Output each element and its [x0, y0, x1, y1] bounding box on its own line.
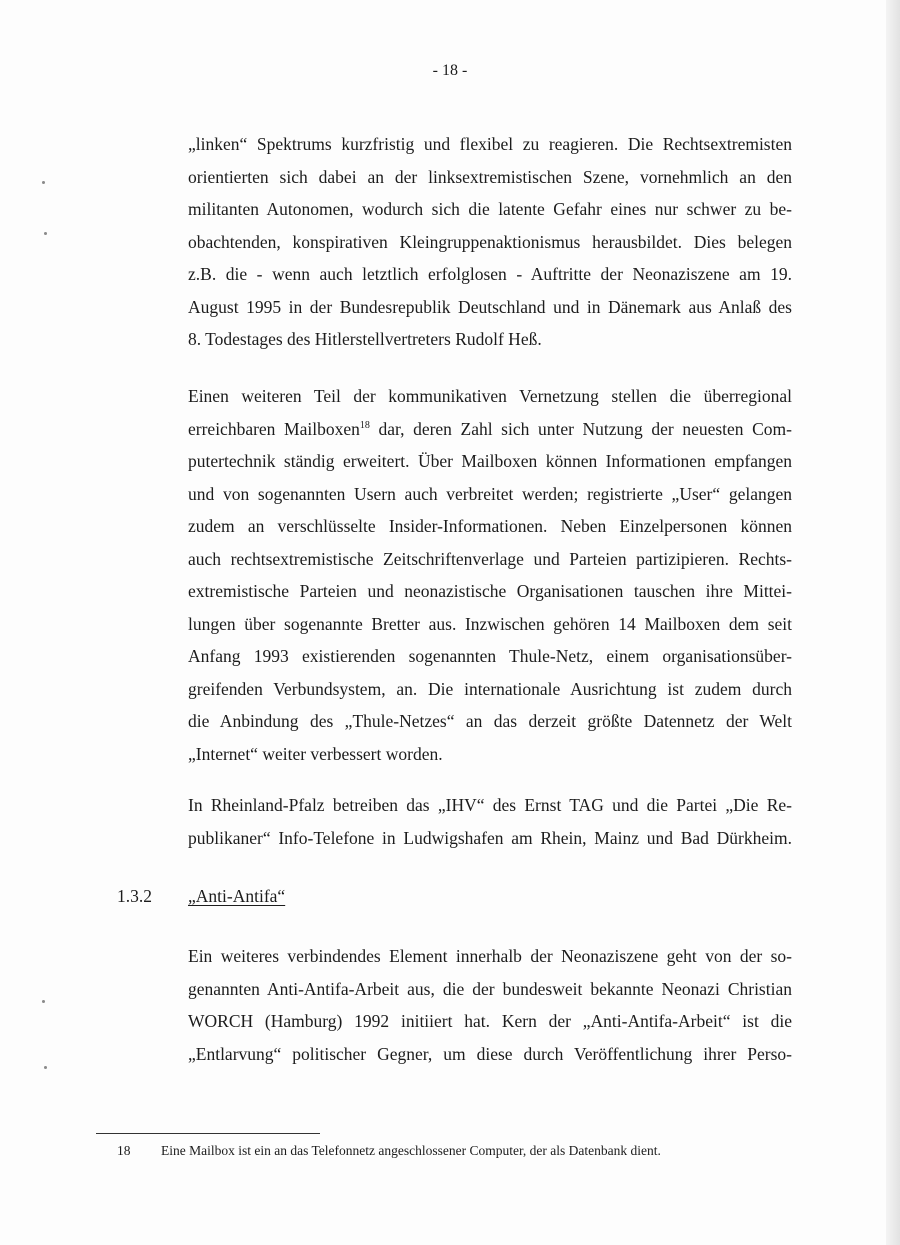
scan-speck	[44, 232, 47, 235]
scan-speck	[42, 181, 45, 184]
paragraph-3	[188, 789, 792, 854]
scan-speck	[42, 1000, 45, 1003]
text-line: „Entlarvung“ politischer Gegner, um diese durch Veröffentlichung ihrer Perso-	[188, 1043, 792, 1064]
text-line: zudem an verschlüsselte Insider-Informationen. Neben Einzelpersonen können	[188, 516, 792, 536]
text-line: auch rechtsextremistische Zeitschriftenverlage und Parteien partizipieren. Rechts-	[188, 548, 792, 569]
text-line: die Anbindung des „Thule-Netzes“ an das derzeit größte Datennetz der Welt	[188, 711, 792, 731]
text-line: „linken“ Spektrums kurzfristig und flexibel zu reagieren. Die Rechtsextremisten	[188, 134, 792, 154]
text-line: z.B. die - wenn auch letztlich erfolglosen - Auftritte der Neonaziszene am 19.	[188, 264, 792, 284]
section-title: „Anti-Antifa“	[188, 886, 286, 906]
text-line: orientierten sich dabei an der linksextremistischen Szene, vornehmlich an den	[188, 166, 792, 187]
paragraph-1	[188, 128, 792, 356]
text-line: 8. Todestages des Hitlerstellvertreters Rudolf Heß.	[188, 329, 542, 349]
section-number: 1.3.2	[117, 886, 152, 906]
footnote-reference[interactable]: 18	[359, 419, 370, 431]
text-line: Anfang 1993 existierenden sogenannten Thule-Netz, einem organisationsüber-	[188, 646, 792, 666]
text-line: In Rheinland-Pfalz betreiben das „IHV“ des Ernst TAG und die Partei „Die Re-	[188, 795, 792, 815]
text-line: Einen weiteren Teil der kommunikativen Vernetzung stellen die überregional	[188, 386, 792, 406]
paragraph-2	[188, 380, 792, 770]
text-line: genannten Anti-Antifa-Arbeit aus, die der bundesweit bekannte Neonazi Christian	[188, 978, 792, 999]
text-line-with-footnote-ref	[188, 413, 792, 446]
footnote-separator	[96, 1133, 320, 1134]
text-line: obachtenden, konspirativen Kleingruppenaktionismus herausbildet. Dies belegen	[188, 231, 792, 252]
text-line: extremistische Parteien und neonazistische Organisationen tauschen ihre Mittei-	[188, 581, 792, 601]
text-line: putertechnik ständig erweitert. Über Mailboxen können Informationen empfangen	[188, 451, 792, 471]
footnote	[117, 1143, 661, 1159]
page-number: - 18 -	[432, 62, 468, 79]
text-line: „Internet“ weiter verbessert worden.	[188, 743, 443, 764]
text-line: lungen über sogenannte Bretter aus. Inzwischen gehören 14 Mailboxen dem seit	[188, 613, 792, 634]
text-fragment: dar, deren Zahl sich unter Nutzung der neuesten Com-	[369, 418, 792, 439]
text-line: greifenden Verbundsystem, an. Die internationale Ausrichtung ist zudem durch	[188, 678, 792, 699]
text-line: und von sogenannten Usern auch verbreitet werden; registrierte „User“ gelangen	[188, 483, 792, 504]
scan-speck	[44, 1066, 47, 1069]
paragraph-4	[188, 940, 792, 1070]
footnote-number: 18	[117, 1143, 131, 1158]
text-line: August 1995 in der Bundesrepublik Deutschland und in Dänemark aus Anlaß des	[188, 296, 792, 317]
text-fragment: erreichbaren Mailboxen	[188, 418, 360, 439]
text-line: militanten Autonomen, wodurch sich die latente Gefahr eines nur schwer zu be-	[188, 199, 792, 219]
text-line: WORCH (Hamburg) 1992 initiiert hat. Kern der „Anti-Antifa-Arbeit“ ist die	[188, 1011, 792, 1031]
page-edge-shadow	[886, 0, 900, 1245]
text-line: publikaner“ Info-Telefone in Ludwigshafen am Rhein, Mainz und Bad Dürkheim.	[188, 827, 792, 848]
text-line: Ein weiteres verbindendes Element innerhalb der Neonaziszene geht von der so-	[188, 946, 792, 966]
footnote-text: Eine Mailbox ist ein an das Telefonnetz angeschlossener Computer, der als Datenbank dient.	[161, 1143, 661, 1158]
